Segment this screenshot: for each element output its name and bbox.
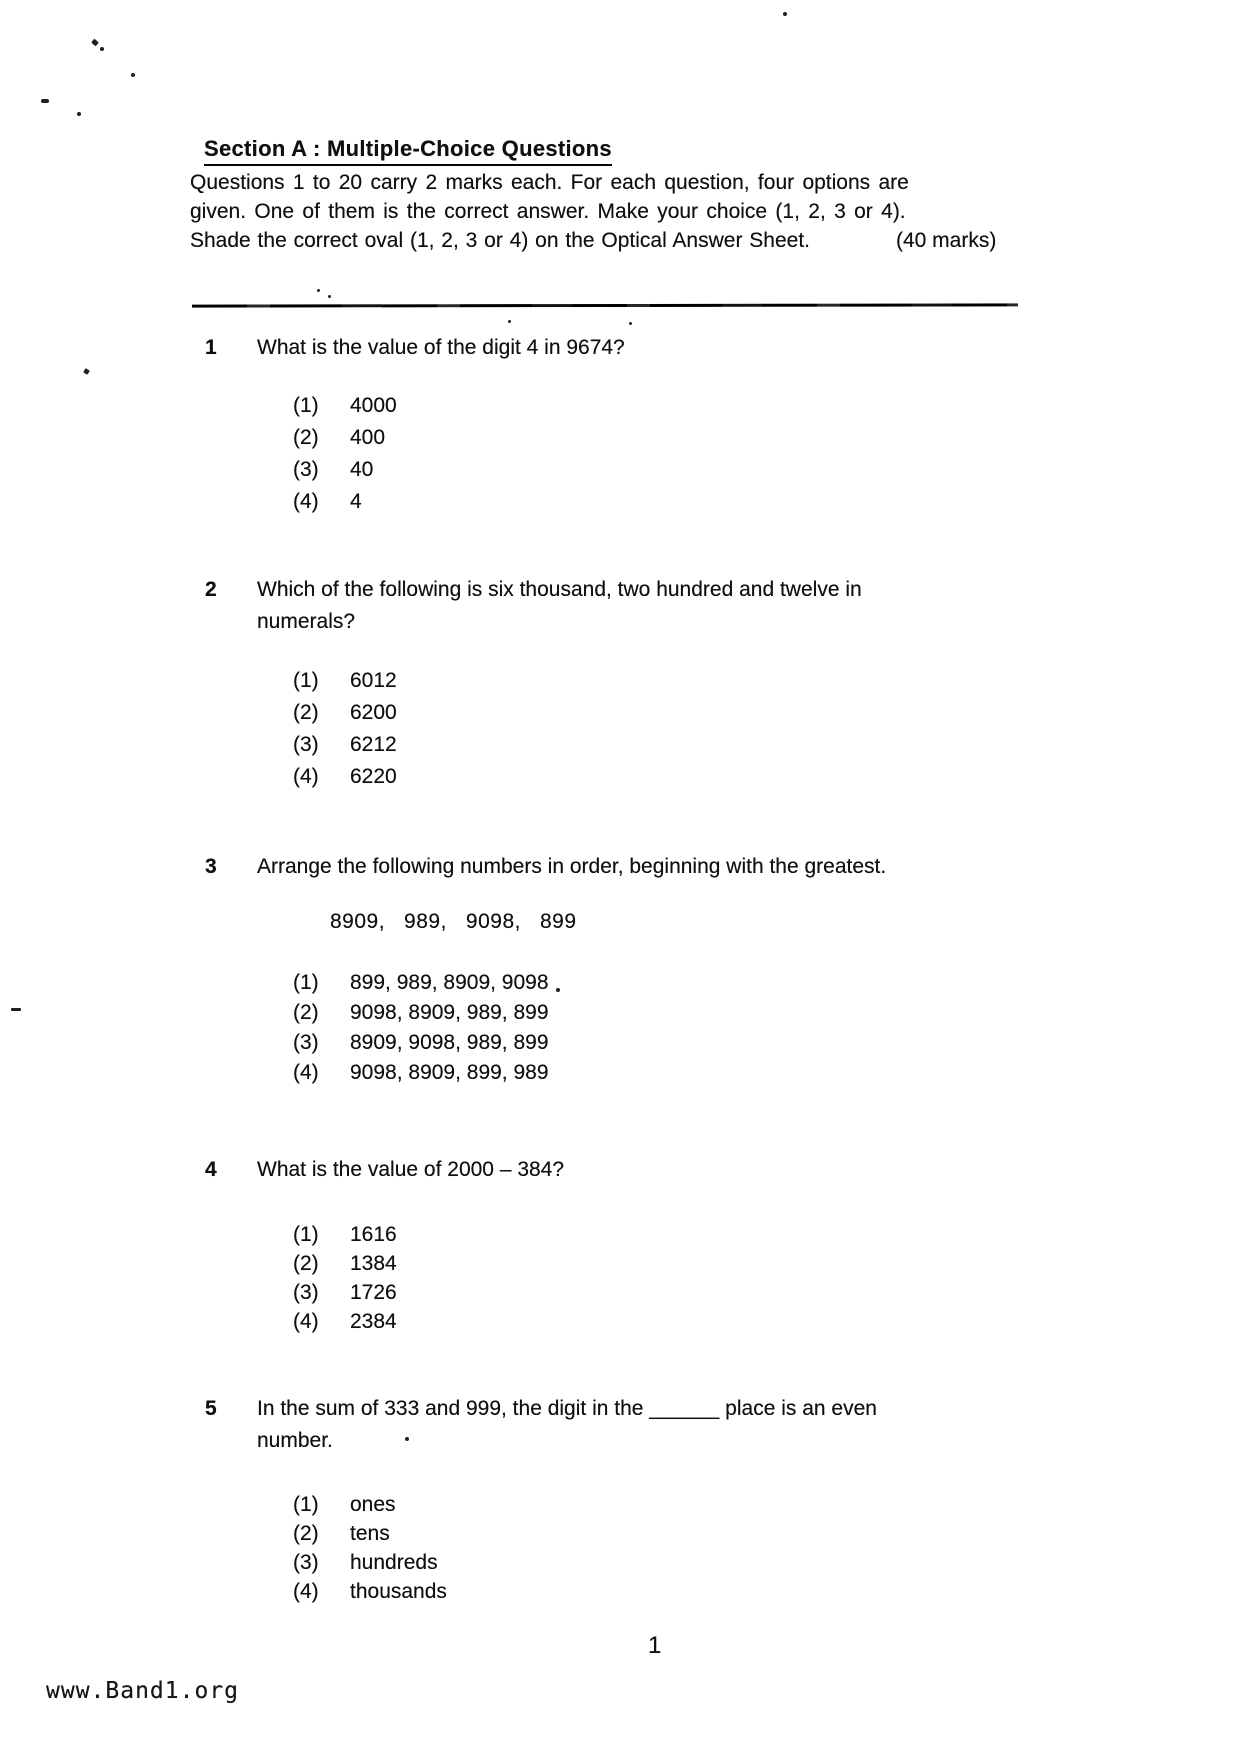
option xyxy=(293,1058,549,1088)
option-label: (2) xyxy=(293,1522,319,1545)
instructions-line-2: given. One of them is the correct answer. Make your choice (1, 2, 3 or 4). xyxy=(190,200,906,223)
option xyxy=(293,1307,397,1336)
page-number: 1 xyxy=(648,1632,662,1659)
watermark-url: www.Band1.org xyxy=(46,1678,240,1704)
question-text: What is the value of 2000 – 384? xyxy=(257,1158,565,1181)
option-value: 6212 xyxy=(350,733,397,756)
scan-speck xyxy=(83,368,90,375)
option xyxy=(293,486,397,518)
option-label: (3) xyxy=(293,1551,319,1574)
option-value: 6012 xyxy=(350,669,397,692)
option-value: ones xyxy=(350,1493,396,1516)
option xyxy=(293,968,549,998)
option xyxy=(293,1577,447,1606)
option xyxy=(293,729,397,761)
option-label: (4) xyxy=(293,765,319,788)
section-title: Section A : Multiple-Choice Questions xyxy=(204,136,612,166)
option-label: (2) xyxy=(293,1001,319,1024)
scan-speck xyxy=(783,12,787,16)
option xyxy=(293,1548,447,1577)
given-numbers: 8909, 989, 9098, 899 xyxy=(330,910,577,933)
option xyxy=(293,761,397,793)
section-marks: (40 marks) xyxy=(896,229,997,252)
option-value: 899, 989, 8909, 9098 xyxy=(350,971,549,994)
question-options xyxy=(293,390,397,518)
question-number: 1 xyxy=(205,336,217,359)
option-label: (4) xyxy=(293,1310,319,1333)
scan-speck xyxy=(317,289,320,292)
question-options xyxy=(293,1490,447,1606)
option-value: 2384 xyxy=(350,1310,397,1333)
option xyxy=(293,422,397,454)
instructions-line-3: Shade the correct oval (1, 2, 3 or 4) on the Optical Answer Sheet. xyxy=(190,229,811,252)
question-number: 3 xyxy=(205,855,217,878)
scan-speck xyxy=(556,988,560,992)
option-value: 6200 xyxy=(350,701,397,724)
option-value: hundreds xyxy=(350,1551,438,1574)
question-options xyxy=(293,1220,397,1336)
question-number: 2 xyxy=(205,578,217,601)
option-value: 9098, 8909, 989, 899 xyxy=(350,1001,549,1024)
option-label: (2) xyxy=(293,1252,319,1275)
scan-speck xyxy=(100,47,104,51)
option-label: (3) xyxy=(293,1281,319,1304)
option xyxy=(293,1278,397,1307)
option-value: 6220 xyxy=(350,765,397,788)
scan-speck xyxy=(508,320,511,323)
question-text: numerals? xyxy=(257,610,356,633)
option-value: 9098, 8909, 899, 989 xyxy=(350,1061,549,1084)
scan-speck xyxy=(629,322,632,325)
option-label: (3) xyxy=(293,733,319,756)
scan-speck xyxy=(77,112,81,116)
scan-speck xyxy=(91,39,99,47)
option-label: (1) xyxy=(293,669,319,692)
scan-speck xyxy=(405,1437,409,1441)
option xyxy=(293,697,397,729)
option xyxy=(293,665,397,697)
question-text: What is the value of the digit 4 in 9674? xyxy=(257,336,625,359)
option-label: (4) xyxy=(293,1061,319,1084)
option-label: (4) xyxy=(293,1580,319,1603)
option xyxy=(293,1249,397,1278)
option-value: 4000 xyxy=(350,394,397,417)
option-label: (1) xyxy=(293,971,319,994)
scan-speck xyxy=(11,1008,21,1011)
option xyxy=(293,390,397,422)
option-value: thousands xyxy=(350,1580,447,1603)
instructions-line-1: Questions 1 to 20 carry 2 marks each. For each question, four options are xyxy=(190,171,909,194)
option xyxy=(293,1220,397,1249)
question-text: Arrange the following numbers in order, beginning with the greatest. xyxy=(257,855,887,878)
question-text: In the sum of 333 and 999, the digit in the ______ place is an even xyxy=(257,1397,877,1420)
option-value: 400 xyxy=(350,426,386,449)
option-value: tens xyxy=(350,1522,390,1545)
option xyxy=(293,454,397,486)
option-value: 1384 xyxy=(350,1252,397,1275)
option xyxy=(293,998,549,1028)
option-value: 40 xyxy=(350,458,374,481)
option-label: (1) xyxy=(293,1223,319,1246)
option-label: (1) xyxy=(293,394,319,417)
option-label: (3) xyxy=(293,458,319,481)
option xyxy=(293,1519,447,1548)
option-label: (3) xyxy=(293,1031,319,1054)
section-divider xyxy=(192,303,1018,307)
option-label: (2) xyxy=(293,426,319,449)
option-label: (2) xyxy=(293,701,319,724)
scan-speck xyxy=(131,73,135,77)
question-options xyxy=(293,968,549,1088)
option-value: 4 xyxy=(350,490,362,513)
option-value: 1726 xyxy=(350,1281,397,1304)
scan-speck xyxy=(328,295,331,298)
option-value: 1616 xyxy=(350,1223,397,1246)
option xyxy=(293,1490,447,1519)
option-value: 8909, 9098, 989, 899 xyxy=(350,1031,549,1054)
option-label: (4) xyxy=(293,490,319,513)
question-text: Which of the following is six thousand, two hundred and twelve in xyxy=(257,578,862,601)
option-label: (1) xyxy=(293,1493,319,1516)
question-number: 4 xyxy=(205,1158,217,1181)
option xyxy=(293,1028,549,1058)
scan-speck xyxy=(41,99,49,103)
question-options xyxy=(293,665,397,793)
question-text: number. xyxy=(257,1429,333,1452)
question-number: 5 xyxy=(205,1397,217,1420)
